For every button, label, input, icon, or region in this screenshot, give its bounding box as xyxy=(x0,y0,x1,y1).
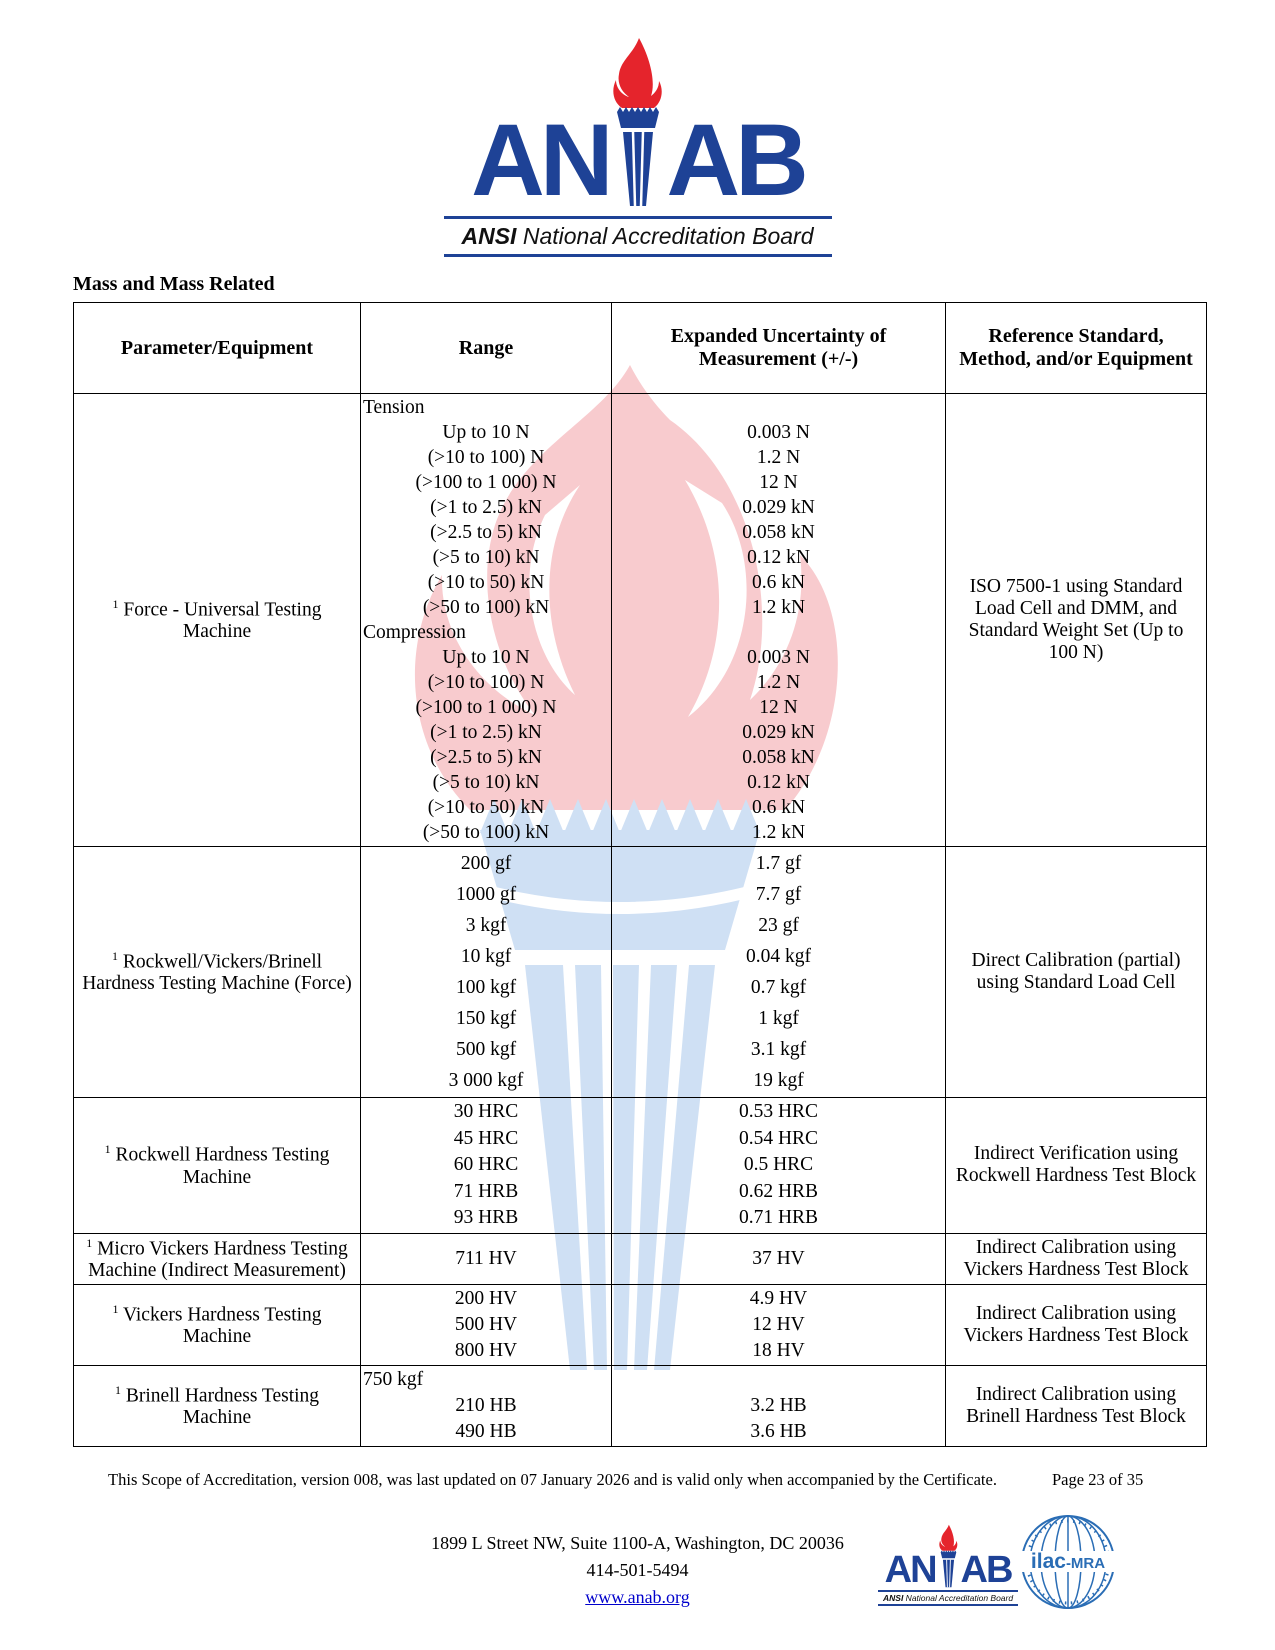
range-line: 71 HRB xyxy=(453,1180,519,1202)
torch-icon xyxy=(605,36,671,208)
range-line: (>100 to 1 000) N xyxy=(415,472,557,493)
range-line: (>1 to 2.5) kN xyxy=(430,497,542,518)
uncertainty-line: 0.003 N xyxy=(747,647,810,668)
range-line: 3 000 kgf xyxy=(448,1070,524,1091)
uncertainty-line: 1.2 kN xyxy=(751,822,806,843)
logo-subtitle xyxy=(444,216,832,257)
range-line: Up to 10 N xyxy=(442,647,530,668)
range-line: (>10 to 50) kN xyxy=(427,572,545,593)
scope-version-note: This Scope of Accreditation, version 008, was last updated on 07 January 2026 and is valid only when accompanied by the Certificate. xyxy=(108,1470,997,1489)
uncertainty-line: 0.029 kN xyxy=(742,497,815,518)
anab-logo-letters-right: AB xyxy=(960,1549,1012,1592)
uncertainty-cell xyxy=(612,847,946,1098)
range-cell xyxy=(361,1233,612,1285)
range-line: 200 HV xyxy=(454,1288,518,1309)
uncertainty-cell xyxy=(612,1233,946,1285)
range-line: 100 kgf xyxy=(455,977,517,998)
parameter-cell: $^1$ Micro Vickers Hardness Testing Machine (Indirect Measurement) xyxy=(74,1233,361,1285)
section-title: Mass and Mass Related xyxy=(73,273,275,295)
table-row xyxy=(74,1233,1207,1285)
range-line: 45 HRC xyxy=(453,1127,519,1149)
range-line: (>50 to 100) kN xyxy=(422,597,550,618)
parameter-cell: $^1$ Force - Universal Testing Machine xyxy=(74,394,361,847)
uncertainty-line: 0.54 HRC xyxy=(738,1127,819,1149)
logo-subtitle-ansi: ANSI xyxy=(883,1593,904,1603)
range-cell xyxy=(361,847,612,1098)
ilac-text: ilac xyxy=(1030,1550,1066,1573)
uncertainty-line: 0.71 HRB xyxy=(738,1207,819,1228)
phone-number: 414-501-5494 xyxy=(586,1560,689,1580)
uncertainty-line: 12 N xyxy=(759,472,798,493)
range-line: 210 HB xyxy=(455,1395,517,1416)
uncertainty-line xyxy=(614,395,943,420)
range-line: 60 HRC xyxy=(453,1154,519,1175)
range-cell xyxy=(361,1098,612,1234)
header-uncertainty: Expanded Uncertainty of Measurement (+/-) xyxy=(612,303,946,394)
uncertainty-line: 0.6 kN xyxy=(751,572,806,593)
mra-text: -MRA xyxy=(1065,1555,1106,1572)
uncertainty-line: 1.2 N xyxy=(756,447,801,468)
range-line: (>2.5 to 5) kN xyxy=(430,747,542,768)
reference-cell: Indirect Verification using Rockwell Hardness Test Block xyxy=(946,1098,1207,1234)
page-number: Page 23 of 35 xyxy=(1052,1470,1144,1489)
header-reference: Reference Standard, Method, and/or Equipment xyxy=(946,303,1207,394)
range-cell xyxy=(361,1366,612,1447)
uncertainty-line: 3.1 kgf xyxy=(750,1039,807,1060)
range-line: 150 kgf xyxy=(455,1008,517,1029)
logo-subtitle-ansi: ANSI xyxy=(461,223,517,249)
header-range: Range xyxy=(361,303,612,394)
uncertainty-line: 1 kgf xyxy=(758,1008,799,1029)
uncertainty-line: 0.12 kN xyxy=(747,772,810,793)
reference-cell: Indirect Calibration using Vickers Hardness Test Block xyxy=(946,1233,1207,1285)
range-line: (>100 to 1 000) N xyxy=(415,697,557,718)
range-line: 711 HV xyxy=(455,1247,517,1269)
uncertainty-line: 0.6 kN xyxy=(751,797,806,818)
anab-logo xyxy=(0,0,1275,257)
reference-cell: Direct Calibration (partial) using Standard Load Cell xyxy=(946,847,1207,1098)
uncertainty-line: 0.12 kN xyxy=(747,547,810,568)
uncertainty-line: 0.029 kN xyxy=(742,722,815,743)
uncertainty-line: 19 kgf xyxy=(753,1070,804,1091)
range-line: 490 HB xyxy=(455,1421,517,1442)
scope-table-body xyxy=(74,394,1207,1447)
uncertainty-line: 0.058 kN xyxy=(742,747,815,768)
uncertainty-line: 23 gf xyxy=(758,915,799,936)
range-cell xyxy=(361,1285,612,1366)
uncertainty-cell xyxy=(612,1366,946,1447)
ilac-mra-logo xyxy=(1018,1512,1118,1612)
range-line: (>50 to 100) kN xyxy=(422,822,550,843)
table-row xyxy=(74,394,1207,847)
anab-logo-letters-right: AB xyxy=(666,103,804,218)
uncertainty-line: 18 HV xyxy=(752,1340,805,1361)
range-line: (>2.5 to 5) kN xyxy=(430,522,542,543)
range-line: 500 kgf xyxy=(455,1039,517,1060)
uncertainty-line: 37 HV xyxy=(752,1247,805,1269)
range-line: (>10 to 100) N xyxy=(427,672,545,693)
torch-icon xyxy=(936,1524,961,1588)
website-link[interactable]: www.anab.org xyxy=(585,1587,690,1607)
range-line: (>1 to 2.5) kN xyxy=(430,722,542,743)
range-line: 750 kgf xyxy=(363,1369,424,1390)
parameter-cell: $^1$ Rockwell Hardness Testing Machine xyxy=(74,1098,361,1234)
uncertainty-line: 0.53 HRC xyxy=(738,1101,819,1122)
logo-subtitle-rest: National Accreditation Board xyxy=(903,1593,1014,1603)
uncertainty-line: 0.5 HRC xyxy=(743,1154,814,1175)
uncertainty-cell xyxy=(612,1098,946,1234)
table-header-row xyxy=(74,303,1207,394)
reference-cell: Indirect Calibration using Vickers Hardness Test Block xyxy=(946,1285,1207,1366)
range-line: (>5 to 10) kN xyxy=(432,547,540,568)
table-row xyxy=(74,847,1207,1098)
reference-cell: ISO 7500-1 using Standard Load Cell and DMM, and Standard Weight Set (Up to 100 N) xyxy=(946,394,1207,847)
table-row xyxy=(74,1366,1207,1447)
uncertainty-line: 3.2 HB xyxy=(750,1395,807,1416)
anab-logo-letters-left: AN xyxy=(471,103,609,218)
range-line: 500 HV xyxy=(454,1314,518,1335)
anab-logo-small xyxy=(878,1524,1018,1606)
reference-cell: Indirect Calibration using Brinell Hardness Test Block xyxy=(946,1366,1207,1447)
range-line: (>10 to 50) kN xyxy=(427,797,545,818)
range-line: Tension xyxy=(363,397,425,418)
uncertainty-line: 12 N xyxy=(759,697,798,718)
uncertainty-line: 0.04 kgf xyxy=(746,946,811,967)
uncertainty-line: 7.7 gf xyxy=(755,884,802,905)
range-cell xyxy=(361,394,612,847)
table-row xyxy=(74,1285,1207,1366)
uncertainty-line xyxy=(614,1367,943,1393)
header-parameter: Parameter/Equipment xyxy=(74,303,361,394)
parameter-cell: $^1$ Vickers Hardness Testing Machine xyxy=(74,1285,361,1366)
anab-logo-letters-left: AN xyxy=(884,1549,936,1592)
range-line: 93 HRB xyxy=(453,1207,519,1228)
uncertainty-line: 0.058 kN xyxy=(742,522,815,543)
range-line: 800 HV xyxy=(454,1340,518,1361)
uncertainty-line: 1.7 gf xyxy=(755,853,802,874)
logo-subtitle xyxy=(878,1590,1018,1606)
uncertainty-line: 0.7 kgf xyxy=(750,977,807,998)
uncertainty-line: 1.2 N xyxy=(756,672,801,693)
uncertainty-cell xyxy=(612,1285,946,1366)
range-line: 1000 gf xyxy=(455,884,517,905)
parameter-cell: $^1$ Rockwell/Vickers/Brinell Hardness Testing Machine (Force) xyxy=(74,847,361,1098)
table-row xyxy=(74,1098,1207,1234)
scope-table xyxy=(73,302,1207,1447)
uncertainty-line: 4.9 HV xyxy=(749,1288,808,1309)
uncertainty-line: 0.003 N xyxy=(747,422,810,443)
uncertainty-line xyxy=(614,620,943,645)
uncertainty-line: 0.62 HRB xyxy=(738,1180,819,1202)
range-line: 3 kgf xyxy=(465,915,507,936)
address-line: 1899 L Street NW, Suite 1100-A, Washington, DC 20036 xyxy=(431,1533,844,1553)
range-line: (>10 to 100) N xyxy=(427,447,545,468)
range-line: 10 kgf xyxy=(460,946,512,967)
footer-note-row xyxy=(73,1470,1202,1490)
uncertainty-cell xyxy=(612,394,946,847)
range-line: 200 gf xyxy=(460,853,512,874)
uncertainty-line: 1.2 kN xyxy=(751,597,806,618)
parameter-cell: $^1$ Brinell Hardness Testing Machine xyxy=(74,1366,361,1447)
range-line: 30 HRC xyxy=(453,1101,519,1122)
range-line: (>5 to 10) kN xyxy=(432,772,540,793)
logo-subtitle-rest: National Accreditation Board xyxy=(516,223,814,249)
uncertainty-line: 3.6 HB xyxy=(750,1421,807,1442)
uncertainty-line: 12 HV xyxy=(752,1314,805,1335)
range-line: Compression xyxy=(363,622,466,643)
range-line: Up to 10 N xyxy=(442,422,530,443)
